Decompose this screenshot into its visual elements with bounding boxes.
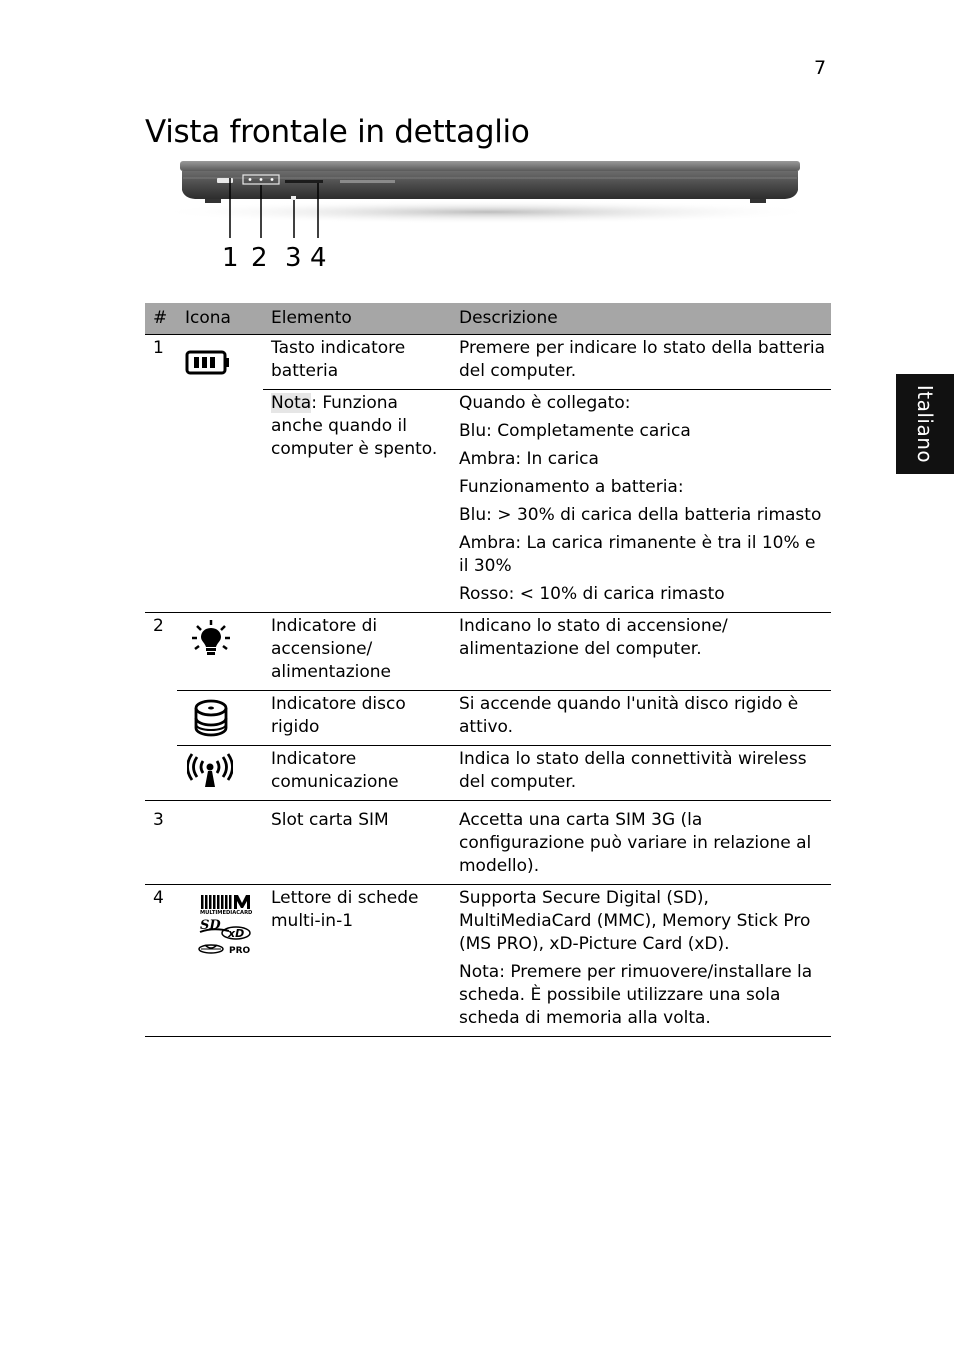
state-line: Blu: Completamente carica: [459, 421, 691, 441]
power-light-icon: [191, 619, 231, 659]
row-description-cell: [451, 885, 831, 1037]
note-text: : Funziona anche quando il computer è spento.: [271, 393, 438, 459]
card-slot: [285, 180, 323, 183]
callout-3: 3: [285, 243, 302, 273]
language-tab-label: Italiano: [913, 384, 937, 464]
header-num: #: [145, 303, 177, 335]
row-description: Accetta una carta SIM 3G (la configurazione può variare in relazione al modello).: [451, 801, 831, 885]
row-element: Lettore di schede multi-in-1: [263, 885, 451, 1037]
header-description: Descrizione: [451, 303, 831, 335]
header-element: Elemento: [263, 303, 451, 335]
row-icon-empty: [177, 801, 263, 885]
row-description: Supporta Secure Digital (SD), MultiMediaCard (MMC), Memory Stick Pro (MS PRO), xD-Picture Card (xD).: [459, 888, 811, 954]
row-num: 3: [145, 801, 177, 885]
language-tab: [896, 374, 954, 474]
row-element: Tasto indicatore batteria: [263, 335, 451, 390]
table-row: [145, 691, 831, 746]
row-note: [263, 390, 451, 613]
state-heading: Funzionamento a batteria:: [459, 477, 684, 497]
page-number: 7: [814, 57, 827, 79]
note-label: Nota: [271, 393, 312, 413]
table-row: [145, 885, 831, 1037]
callout-4: 4: [310, 243, 327, 273]
table-row: [145, 801, 831, 885]
row-element: Indicatore di accensione/ alimentazione: [263, 613, 451, 691]
header-icon: Icona: [177, 303, 263, 335]
table-row: [145, 746, 831, 801]
laptop-lid: [180, 161, 800, 171]
row-element: Indicatore comunicazione: [263, 746, 451, 801]
laptop-front-illustration: [145, 150, 831, 290]
table-row: [145, 613, 831, 691]
battery-icon-cell: [177, 335, 263, 613]
sd-logo-text: SD: [200, 918, 221, 933]
table-header: [145, 303, 831, 335]
card-reader-logos-icon: [191, 891, 257, 957]
state-heading: Quando è collegato:: [459, 393, 631, 413]
row-element: Indicatore disco rigido: [263, 691, 451, 746]
row-description: Indica lo stato della connettività wireless del computer.: [451, 746, 831, 801]
row-num: 1: [145, 335, 177, 613]
note-label: Nota:: [459, 962, 505, 982]
hdd-icon-cell: [177, 691, 263, 746]
mmc-logo-text: MULTIMEDIACARD: [200, 910, 253, 916]
laptop-shadow: [153, 200, 823, 224]
power-light-icon-cell: [177, 613, 263, 691]
front-view-table: [145, 303, 831, 1037]
callout-1: 1: [222, 243, 239, 273]
row-states: [451, 390, 831, 613]
row-element: Slot carta SIM: [263, 801, 451, 885]
xd-logo-text: xD: [228, 927, 245, 940]
row-num: 4: [145, 885, 177, 1037]
battery-icon: [185, 349, 231, 377]
callout-2: 2: [251, 243, 268, 273]
row-description: Indicano lo stato di accensione/ alimentazione del computer.: [451, 613, 831, 691]
note-text: Premere per rimuovere/installare la scheda. È possibile utilizzare una sola scheda di memoria alla volta.: [459, 962, 813, 1028]
state-line: Blu: > 30% di carica della batteria rimasto: [459, 505, 822, 525]
row-num: 2: [145, 613, 177, 801]
wireless-icon: [187, 752, 233, 790]
state-line: Ambra: La carica rimanente è tra il 10% e il 30%: [459, 533, 816, 576]
hdd-icon: [191, 697, 231, 739]
state-line: Rosso: < 10% di carica rimasto: [459, 584, 725, 604]
row-description: Si accende quando l'unità disco rigido è attivo.: [451, 691, 831, 746]
sim-slot: [291, 196, 296, 200]
table-row: [145, 335, 831, 390]
card-reader-logos-cell: [177, 885, 263, 1037]
row-description: Premere per indicare lo stato della batteria del computer.: [451, 335, 831, 390]
ms-pro-logo-text: PRO: [229, 946, 251, 956]
state-line: Ambra: In carica: [459, 449, 599, 469]
row-note: [459, 961, 825, 1030]
page-title: Vista frontale in dettaglio: [145, 114, 530, 150]
wireless-icon-cell: [177, 746, 263, 801]
